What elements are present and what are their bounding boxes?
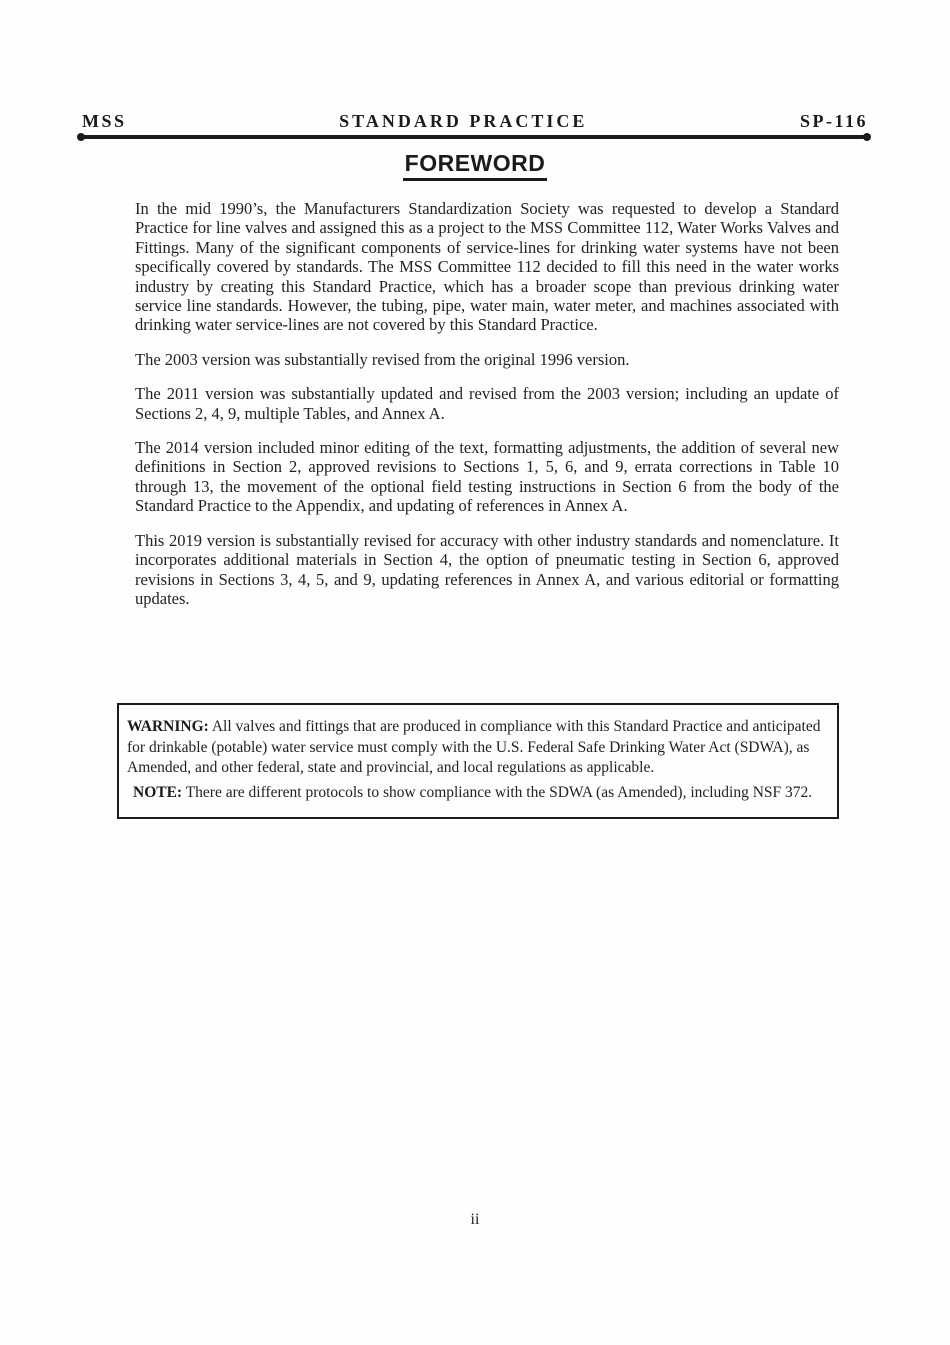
warning-text: All valves and fittings that are produced in compliance with this Standard Practice and anticipated for drinkable (potable) water service must comply with the U.S. Federal Safe Drinking Water Act (SDWA), as Amended, and other federal, state and provincial, and local regulations as applicable. — [127, 718, 821, 776]
paragraph-2014-version: The 2014 version included minor editing of the text, formatting adjustments, the addition of several new definitions in Section 2, approved revisions to Sections 1, 5, 6, and 9, errata corrections in Table 10 through 13, the movement of the optional field testing instructions in Section 6 from the body of the Standard Practice to the Appendix, and updating of references in Annex A. — [135, 438, 839, 516]
paragraph-2019-version: This 2019 version is substantially revised for accuracy with other industry standards and nomenclature. It incorporates additional materials in Section 4, the option of pneumatic testing in Section 6, approved revisions in Sections 3, 4, 5, and 9, updating references in Annex A, and various editorial or formatting updates. — [135, 530, 839, 608]
header-document-number: SP-116 — [799, 111, 868, 131]
page-number: ii — [470, 1211, 480, 1228]
warning-label: WARNING: — [127, 718, 209, 735]
header-document-type: STANDARD PRACTICE — [339, 111, 588, 131]
title-row — [0, 150, 950, 181]
note-text: There are different protocols to show compliance with the SDWA (as Amended), including NSF 372. — [185, 783, 813, 801]
warning-box — [117, 703, 839, 819]
paragraph-2011-version: The 2011 version was substantially updated and revised from the 2003 version; including an update of Sections 2, 4, 9, multiple Tables, and Annex A. — [135, 384, 839, 423]
page-header — [82, 111, 868, 132]
page-title: FOREWORD — [403, 150, 548, 181]
paragraph-2003-version: The 2003 version was substantially revised from the original 1996 version. — [135, 349, 630, 369]
foreword-body — [135, 199, 839, 623]
note-label: NOTE: — [133, 783, 183, 801]
header-rule — [82, 135, 866, 139]
header-society-name: MSS — [82, 111, 127, 131]
page-footer — [0, 1211, 950, 1229]
paragraph-history-intro: In the mid 1990’s, the Manufacturers Standardization Society was requested to develop a Standard Practice for line valves and assigned this as a project to the MSS Committee 112, Water Works Valves and Fittings. Many of the significant components of service-lines for drinking water systems have not been specifically covered by standards. The MSS Committee 112 decided to fill this need in the water works industry by creating this Standard Practice, which has a broader scope than previous drinking water service line standards. However, the tubing, pipe, water main, water meter, and machines associated with drinking water service-lines are not covered by this Standard Practice. — [135, 199, 839, 335]
note-paragraph — [133, 783, 823, 804]
warning-paragraph — [127, 717, 823, 779]
